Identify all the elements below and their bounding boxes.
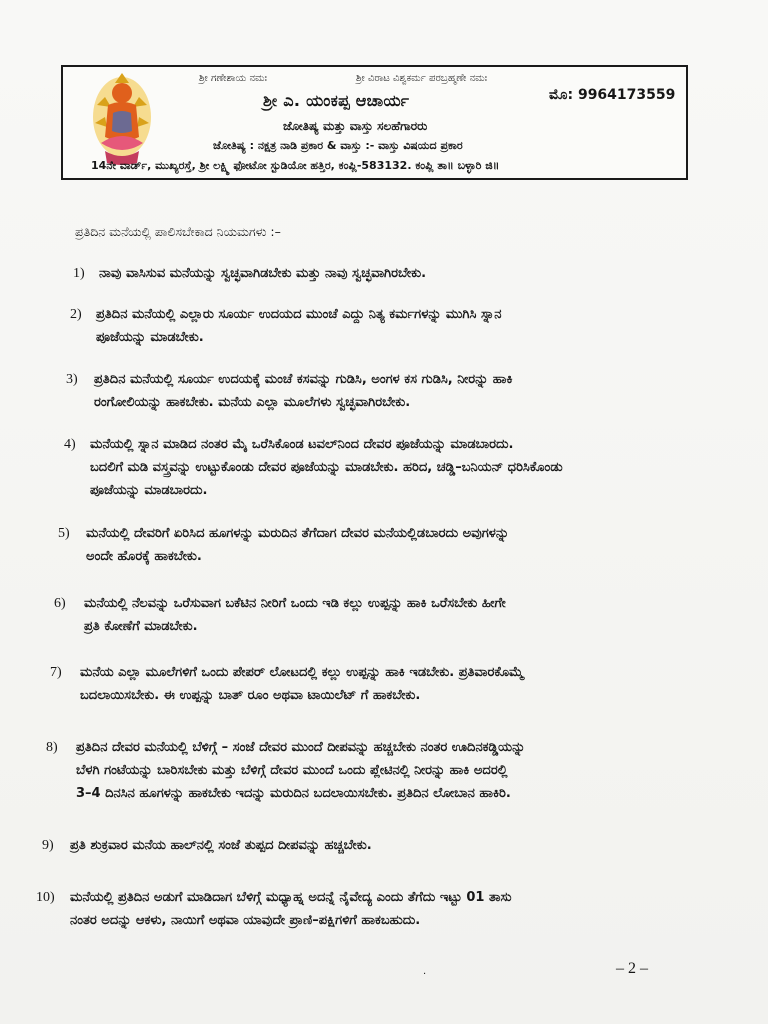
rule-number: 7)	[50, 665, 62, 680]
rule-line: ಪೂಜೆಯನ್ನು ಮಾಡಬಾರದು.	[90, 483, 208, 498]
rule-line: ಮನೆಯಲ್ಲಿ ಪ್ರತಿದಿನ ಅಡುಗೆ ಮಾಡಿದಾಗ ಬೆಳಿಗ್ಗೆ ಮಧ್ಯಾಹ್ನ ಅದನ್ನೆ ನೈವೇದ್ಯ ಎಂದು ತೆಗೆದು ಇಟ್ಟು 01 ತಾಸು	[70, 890, 512, 905]
rule-text	[99, 262, 426, 285]
rule-line: ಅಂದೇ ಹೊರಕ್ಕೆ ಹಾಕಬೇಕು.	[86, 549, 202, 564]
rule-number: 5)	[58, 526, 70, 541]
rule-line: ಬೆಳಗಿ ಗಂಟೆಯನ್ನು ಬಾರಿಸಬೇಕು ಮತ್ತು ಬೆಳಿಗ್ಗೆ ದೇವರ ಮುಂದೆ ಒಂದು ಪ್ಲೇಟಿನಲ್ಲಿ ನೀರನ್ನು ಹಾಕಿ ಅದರಲ್ಲಿ	[76, 763, 508, 778]
rule-line: ಬದಲಾಯಿಸಬೇಕು. ಈ ಉಪ್ಪನ್ನು ಬಾತ್ ರೂಂ ಅಥವಾ ಟಾಯಿಲೆಟ್ ಗೆ ಹಾಕಬೇಕು.	[80, 688, 421, 703]
rule-line: ಮನೆಯಲ್ಲಿ ನೆಲವನ್ನು ಒರೆಸುವಾಗ ಬಕೆಟಿನ ನೀರಿಗೆ ಒಂದು ಇಡಿ ಕಲ್ಲು ಉಪ್ಪನ್ನು ಹಾಕಿ ಒರೆಸಬೇಕು ಹೀಗೇ	[84, 596, 506, 611]
rule-text	[94, 368, 512, 414]
rule-line: ನಂತರ ಅದನ್ನು ಆಕಳು, ನಾಯಿಗೆ ಅಥವಾ ಯಾವುದೇ ಪ್ರಾಣಿ–ಪಕ್ಷಿಗಳಿಗೆ ಹಾಕಬಹುದು.	[70, 913, 421, 928]
footer-mark: .	[423, 966, 427, 977]
rule-line: 3–4 ದಿನಸಿನ ಹೂಗಳನ್ನು ಹಾಕಬೇಕು ಇದನ್ನು ಮರುದಿನ ಬದಲಾಯಿಸಬೇಕು. ಪ್ರತಿದಿನ ಲೋಬಾನ ಹಾಕಿರಿ.	[76, 786, 511, 801]
rule-line: ಮನೆಯ ಎಲ್ಲಾ ಮೂಲೆಗಳಿಗೆ ಒಂದು ಪೇಪರ್ ಲೋಟದಲ್ಲಿ ಕಲ್ಲು ಉಪ್ಪನ್ನು ಹಾಕಿ ಇಡಬೇಕು. ಪ್ರತಿವಾರಕೊಮ್ಮೆ	[80, 665, 524, 680]
rule-line: ಪ್ರತಿ ಕೋಣೆಗೆ ಮಾಡಬೇಕು.	[84, 619, 198, 634]
rule-number: 8)	[46, 740, 58, 755]
rule-number: 4)	[64, 437, 76, 452]
rule-number: 2)	[70, 307, 82, 322]
rule-line: ಪ್ರತಿ ಶುಕ್ರವಾರ ಮನೆಯ ಹಾಲ್‌ನಲ್ಲಿ ಸಂಜೆ ತುಪ್ಪದ ದೀಪವನ್ನು ಹಚ್ಚಬೇಕು.	[70, 838, 372, 853]
rule-line: ಪ್ರತಿದಿನ ಮನೆಯಲ್ಲಿ ಸೂರ್ಯ ಉದಯಕ್ಕೆ ಮಂಚೆ ಕಸವನ್ನು ಗುಡಿಸಿ, ಅಂಗಳ ಕಸ ಗುಡಿಸಿ, ನೀರನ್ನು ಹಾಕಿ	[94, 372, 513, 387]
rule-line: ರಂಗೋಲಿಯನ್ನು ಹಾಕಬೇಕು. ಮನೆಯ ಎಲ್ಲಾ ಮೂಲೆಗಳು ಸ್ವಚ್ಛವಾಗಿರಬೇಕು.	[94, 395, 411, 410]
rule-line: ಮನೆಯಲ್ಲಿ ಸ್ನಾನ ಮಾಡಿದ ನಂತರ ಮೈ ಒರೆಸಿಕೊಂಡ ಟವಲ್‌ನಿಂದ ದೇವರ ಪೂಜೆಯನ್ನು ಮಾಡಬಾರದು.	[90, 437, 514, 452]
rule-text	[90, 433, 563, 502]
letterhead	[61, 65, 688, 180]
rule-text	[86, 522, 509, 568]
rule-line: ಬದಲಿಗೆ ಮಡಿ ವಸ್ತ್ರವನ್ನು ಉಟ್ಟುಕೊಂಡು ದೇವರ ಪೂಜೆಯನ್ನು ಮಾಡಬೇಕು. ಹರಿದ, ಚಡ್ಡಿ–ಬನಿಯನ್ ಧರಿಸಿಕೊಂಡು	[90, 460, 563, 475]
phone-number: ಮೊ: 9964173559	[549, 87, 676, 103]
rule-number: 6)	[54, 596, 66, 611]
services: ಜೋತಿಷ್ಯ : ನಕ್ಷತ್ರ ನಾಡಿ ಪ್ರಕಾರ & ವಾಸ್ತು :- ವಾಸ್ತು ವಿಷಯದ ಪ್ರಕಾರ	[213, 139, 463, 152]
rule-number: 1)	[73, 266, 85, 281]
rule-text	[96, 303, 501, 349]
rule-number: 9)	[42, 838, 54, 853]
rule-text	[80, 661, 524, 707]
rule-text	[76, 736, 525, 805]
rule-line: ಪೂಜೆಯನ್ನು ಮಾಡಬೇಕು.	[96, 330, 204, 345]
profession: ಜೋತಿಷ್ಯ ಮತ್ತು ವಾಸ್ತು ಸಲಹೆಗಾರರು	[283, 119, 428, 133]
astrologer-name: ಶ್ರೀ ಎ. ಯಂಕಪ್ಪ ಆಚಾರ್ಯ	[263, 91, 410, 110]
invocation-right: ಶ್ರೀ ವಿರಾಟ ವಿಶ್ವಕರ್ಮ ಪರಬ್ರಹ್ಮಣೇ ನಮಃ	[356, 73, 488, 84]
rule-text	[70, 834, 372, 857]
rule-line: ಪ್ರತಿದಿನ ದೇವರ ಮನೆಯಲ್ಲಿ ಬೆಳಿಗ್ಗೆ – ಸಂಜೆ ದೇವರ ಮುಂದೆ ದೀಪವನ್ನು ಹಚ್ಚಬೇಕು ನಂತರ ಊದಿನಕಡ್ಡಿಯನ್ನು	[76, 740, 526, 755]
rule-number: 3)	[66, 372, 78, 387]
rule-line: ಪ್ರತಿದಿನ ಮನೆಯಲ್ಲಿ ಎಲ್ಲಾರು ಸೂರ್ಯ ಉದಯದ ಮುಂಚೆ ಎದ್ದು ನಿತ್ಯ ಕರ್ಮಗಳನ್ನು ಮುಗಿಸಿ ಸ್ನಾನ	[96, 307, 502, 322]
rules-intro: ಪ್ರತಿದಿನ ಮನೆಯಲ್ಲಿ ಪಾಲಿಸಬೇಕಾದ ನಿಯಮಗಳು :–	[75, 224, 281, 239]
invocation-left: ಶ್ರೀ ಗಣೇಶಾಯ ನಮಃ	[199, 73, 268, 84]
rule-line: ಮನೆಯಲ್ಲಿ ದೇವರಿಗೆ ಏರಿಸಿದ ಹೂಗಳನ್ನು ಮರುದಿನ ತೆಗೆದಾಗ ದೇವರ ಮನೆಯಲ್ಲಿಡಬಾರದು ಅವುಗಳನ್ನು	[86, 526, 509, 541]
rule-text	[84, 592, 506, 638]
deity-logo-icon	[91, 71, 153, 169]
rule-line: ನಾವು ವಾಸಿಸುವ ಮನೆಯನ್ನು ಸ್ವಚ್ಛವಾಗಿಡಬೇಕು ಮತ್ತು ನಾವು ಸ್ವಚ್ಛವಾಗಿರಬೇಕು.	[99, 266, 427, 281]
page-number: – 2 –	[616, 960, 648, 977]
address: 14ನೇ ವಾರ್ಡ್, ಮುಖ್ಯರಸ್ತೆ, ಶ್ರೀ ಲಕ್ಷ್ಮಿ ಫೋಟೋ ಸ್ಟುಡಿಯೋ ಹತ್ತಿರ, ಕಂಪ್ಲಿ-583132. ಕಂಪ್ಲಿ ತಾ॥ ಬಳ್ಳಾರಿ ಜಿ॥	[91, 159, 500, 172]
rule-text	[70, 886, 512, 932]
rule-number: 10)	[36, 890, 55, 905]
